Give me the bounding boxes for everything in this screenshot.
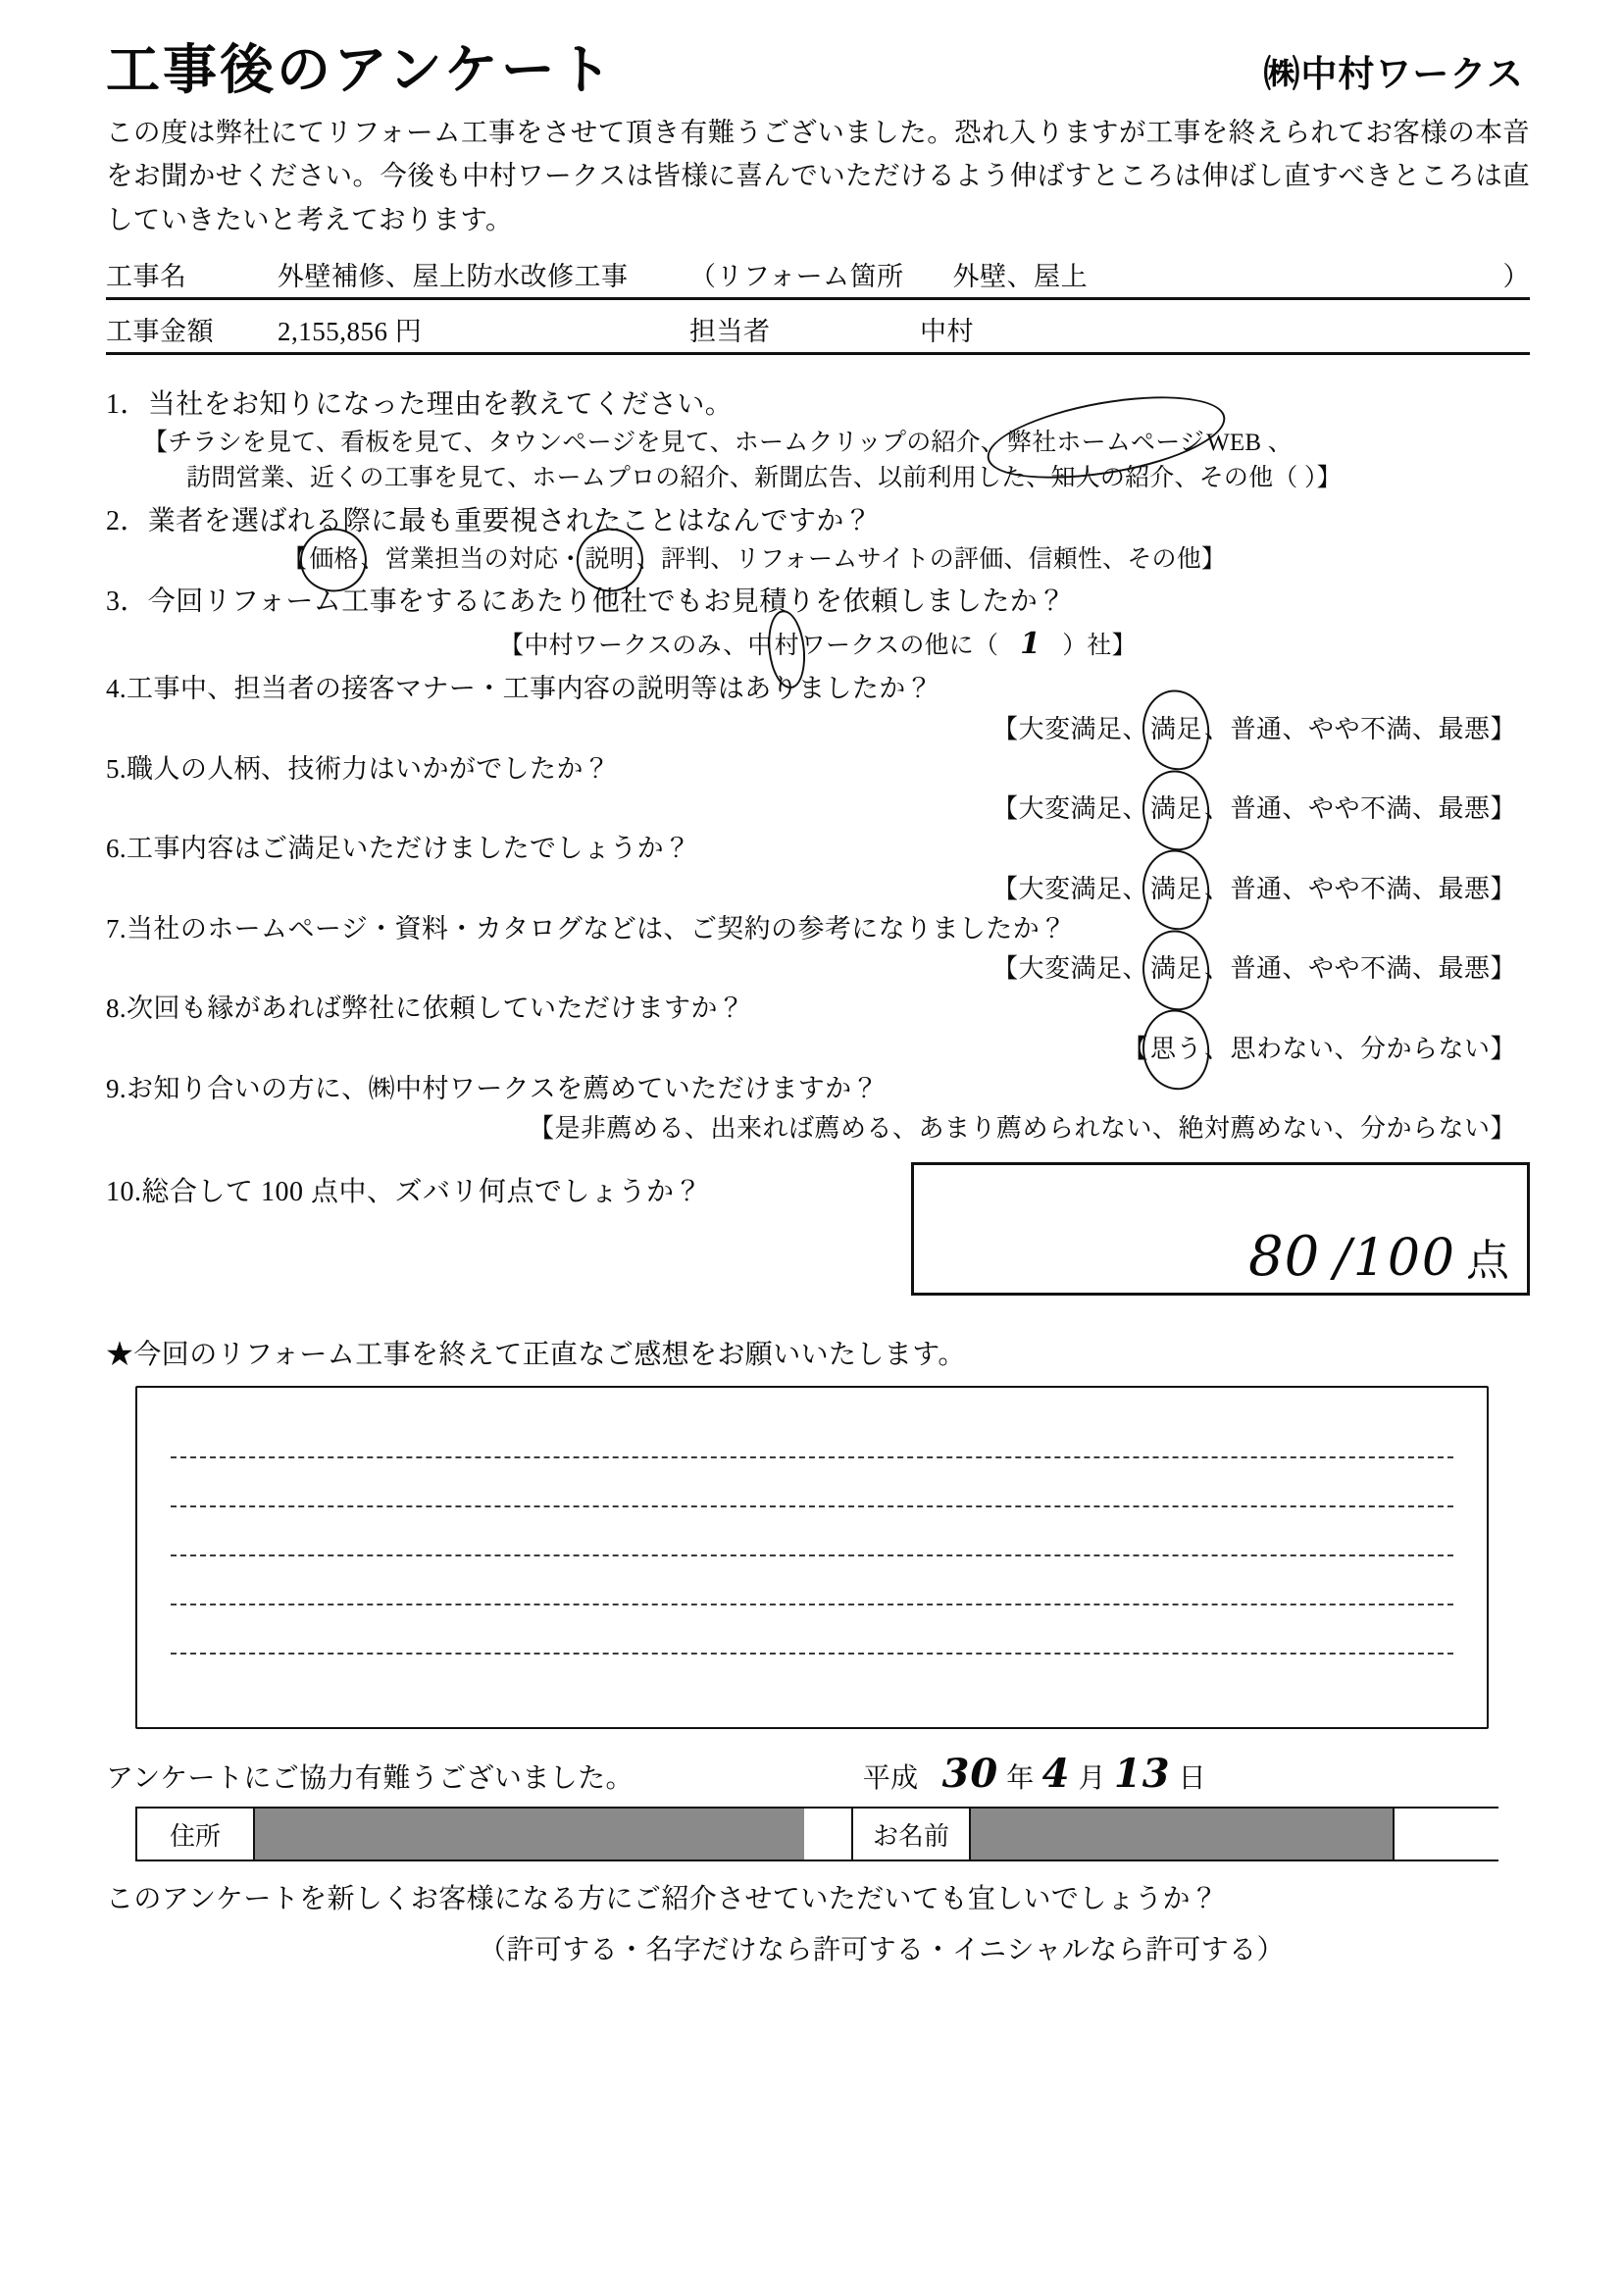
- question-10: [106, 1162, 1530, 1296]
- q3-options-prefix: 【中村ワークスのみ、中: [499, 632, 773, 659]
- amount-label: 工事金額: [106, 317, 214, 347]
- date-day[interactable]: 13: [1113, 1751, 1171, 1798]
- question-9-options[interactable]: 【是非薦める、出来れば薦める、あまり薦められない、絶対薦めない、分からない】: [528, 1114, 1516, 1144]
- date-month[interactable]: 4: [1041, 1751, 1071, 1798]
- q6-scale-rest: 、普通、やや不満、最悪】: [1203, 874, 1516, 903]
- question-8: [106, 989, 1530, 1065]
- question-9: [106, 1069, 1530, 1146]
- comment-line: [171, 1507, 1453, 1556]
- question-6: [106, 829, 1530, 905]
- q3-options-suffix: ）社】: [1062, 632, 1137, 659]
- q2-options-middle: 、営業担当の対応・: [360, 545, 584, 573]
- comment-prompt: ★今回のリフォーム工事を終えて正直なご感想をお願いいたします。: [106, 1340, 966, 1371]
- q4-scale-rest: 、普通、やや不満、最悪】: [1203, 714, 1516, 743]
- consent-options[interactable]: （許可する・名字だけなら許可する・イニシャルなら許可する）: [479, 1935, 1285, 1966]
- q3-company-count[interactable]: 1: [1020, 626, 1041, 661]
- reform-place-close-paren: ）: [1502, 262, 1530, 292]
- comment-line: [171, 1655, 1453, 1702]
- project-info-block: [106, 255, 1530, 355]
- page-title: 工事後のアンケート: [106, 40, 615, 100]
- q2-selected-answer-explanation[interactable]: 説明: [583, 542, 635, 578]
- date-year-unit: 年: [1006, 1763, 1035, 1795]
- question-4-text: 4.工事中、担当者の接客マナー・工事内容の説明等はありましたか？: [106, 674, 934, 704]
- question-6-text: 6.工事内容はご満足いただけましたでしょうか？: [106, 834, 691, 864]
- q8-scale-open: 【: [1122, 1034, 1148, 1063]
- survey-sheet: [106, 41, 1530, 1967]
- question-3-text: 3．今回リフォーム工事をするにあたり他社でもお見積りを依頼しましたか？: [106, 586, 1066, 617]
- question-4-scale: [106, 709, 1530, 745]
- q2-options-rest: 、評判、リフォームサイトの評価、信頼性、その他】: [635, 545, 1227, 573]
- q5-scale-open: 【大変満足、: [991, 794, 1148, 824]
- staff-label: 担当者: [689, 317, 771, 347]
- score-box[interactable]: [911, 1162, 1530, 1296]
- q5-scale-rest: 、普通、やや不満、最悪】: [1203, 794, 1516, 824]
- table-gap: [804, 1809, 851, 1860]
- score-line: [1248, 1225, 1511, 1289]
- question-10-text: 10.総合して 100 点中、ズバリ何点でしょうか？: [106, 1177, 703, 1208]
- q4-selected-answer[interactable]: 満足: [1148, 709, 1204, 745]
- question-2-text: 2．業者を選ばれる際に最も重要視されたことはなんですか？: [106, 505, 873, 536]
- intro-paragraph: この度は弊社にてリフォーム工事をさせて頂き有難うございました。恐れ入りますが工事を終えられてお客様の本音をお聞かせください。今後も中村ワークスは皆様に喜んでいただけるよう伸ばすところは伸ばし直すべきところは直していきたいと考えております。: [106, 116, 1530, 234]
- consent-question: このアンケートを新しくお客様になる方にご紹介させていただいても宜しいでしょうか？: [106, 1884, 1219, 1915]
- q3-options-middle: ワークスの他に（: [800, 632, 999, 659]
- question-4: [106, 669, 1530, 745]
- footer-thanks-row: [106, 1751, 1530, 1797]
- q7-scale-open: 【大変満足、: [991, 954, 1148, 984]
- q8-selected-answer[interactable]: 思う: [1148, 1029, 1204, 1065]
- staff-value: 中村: [920, 317, 974, 347]
- comment-line: [171, 1458, 1453, 1507]
- name-label: お名前: [851, 1809, 971, 1860]
- q4-scale-open: 【大変満足、: [991, 714, 1148, 743]
- q3-selected-answer[interactable]: 村: [773, 629, 801, 664]
- comment-textarea[interactable]: [135, 1386, 1489, 1729]
- question-1-text: 1．当社をお知りになった理由を教えてください。: [106, 389, 734, 421]
- q7-selected-answer[interactable]: 満足: [1148, 948, 1204, 985]
- reform-place-label: （リフォーム箇所: [689, 262, 904, 292]
- project-name-label: 工事名: [106, 262, 187, 292]
- q1-options-prefix: 【チラシを見て、看板を見て、タウンページを見て、ホームクリップの紹介、: [143, 430, 1006, 457]
- score-denominator: /100: [1334, 1229, 1456, 1289]
- question-8-text: 8.次回も縁があれば弊社に依頼していただけますか？: [106, 994, 745, 1024]
- question-9-text: 9.お知り合いの方に、㈱中村ワークスを薦めていただけますか？: [106, 1073, 879, 1103]
- score-value[interactable]: 80: [1247, 1225, 1321, 1290]
- address-name-table: [135, 1807, 1498, 1861]
- q6-scale-open: 【大変満足、: [991, 874, 1148, 903]
- question-3: [106, 582, 1530, 666]
- document-header: [106, 41, 1530, 101]
- comment-line: [171, 1556, 1453, 1605]
- question-6-scale: [106, 869, 1530, 905]
- q1-selected-answer[interactable]: 弊社ホームページ: [1005, 426, 1206, 461]
- date-year[interactable]: 30: [941, 1751, 999, 1798]
- q8-scale-rest: 、思わない、分からない】: [1203, 1034, 1516, 1063]
- comment-line: [171, 1409, 1453, 1458]
- date-month-unit: 月: [1078, 1763, 1106, 1795]
- question-1-options-line1: [106, 426, 1530, 461]
- q2-bracket-open: 【: [282, 545, 308, 573]
- question-8-scale: [106, 1029, 1530, 1065]
- score-unit: 点: [1466, 1237, 1511, 1286]
- amount-value: 2,155,856 円: [278, 317, 423, 347]
- comment-line: [171, 1605, 1453, 1655]
- question-7-scale: [106, 948, 1530, 985]
- project-amount-row: [106, 310, 1530, 355]
- q1-options-suffix: WEB 、: [1206, 430, 1293, 457]
- date-era: 平成: [862, 1763, 919, 1795]
- name-redacted-field[interactable]: [971, 1809, 1395, 1860]
- date-field: [863, 1751, 1206, 1797]
- question-2-options: [106, 542, 1530, 578]
- address-redacted-field[interactable]: [255, 1809, 804, 1860]
- question-2: [106, 501, 1530, 578]
- question-1: [106, 384, 1530, 497]
- q6-selected-answer[interactable]: 満足: [1148, 869, 1204, 905]
- address-label: 住所: [135, 1809, 255, 1860]
- thanks-text: アンケートにご協力有難うございました。: [106, 1763, 634, 1795]
- date-day-unit: 日: [1178, 1763, 1206, 1795]
- q7-scale-rest: 、普通、やや不満、最悪】: [1203, 954, 1516, 984]
- question-5-text: 5.職人の人柄、技術力はいかがでしたか？: [106, 753, 611, 784]
- q2-selected-answer-price[interactable]: 価格: [307, 542, 360, 578]
- question-1-options-line2: 訪問営業、近くの工事を見て、ホームプロの紹介、新聞広告、以前利用した、知人の紹介、その他（ ）】: [186, 465, 1342, 492]
- question-5-scale: [106, 789, 1530, 825]
- project-name-value: 外壁補修、屋上防水改修工事: [278, 262, 629, 292]
- project-name-row: [106, 255, 1530, 300]
- q5-selected-answer[interactable]: 満足: [1148, 789, 1204, 825]
- reform-place-value: 外壁、屋上: [952, 262, 1089, 292]
- question-3-options: [106, 623, 1530, 666]
- question-5: [106, 749, 1530, 826]
- question-7: [106, 909, 1530, 986]
- question-7-text: 7.当社のホームページ・資料・カタログなどは、ご契約の参考になりましたか？: [106, 913, 1067, 943]
- company-name: ㈱中村ワークス: [1263, 54, 1524, 95]
